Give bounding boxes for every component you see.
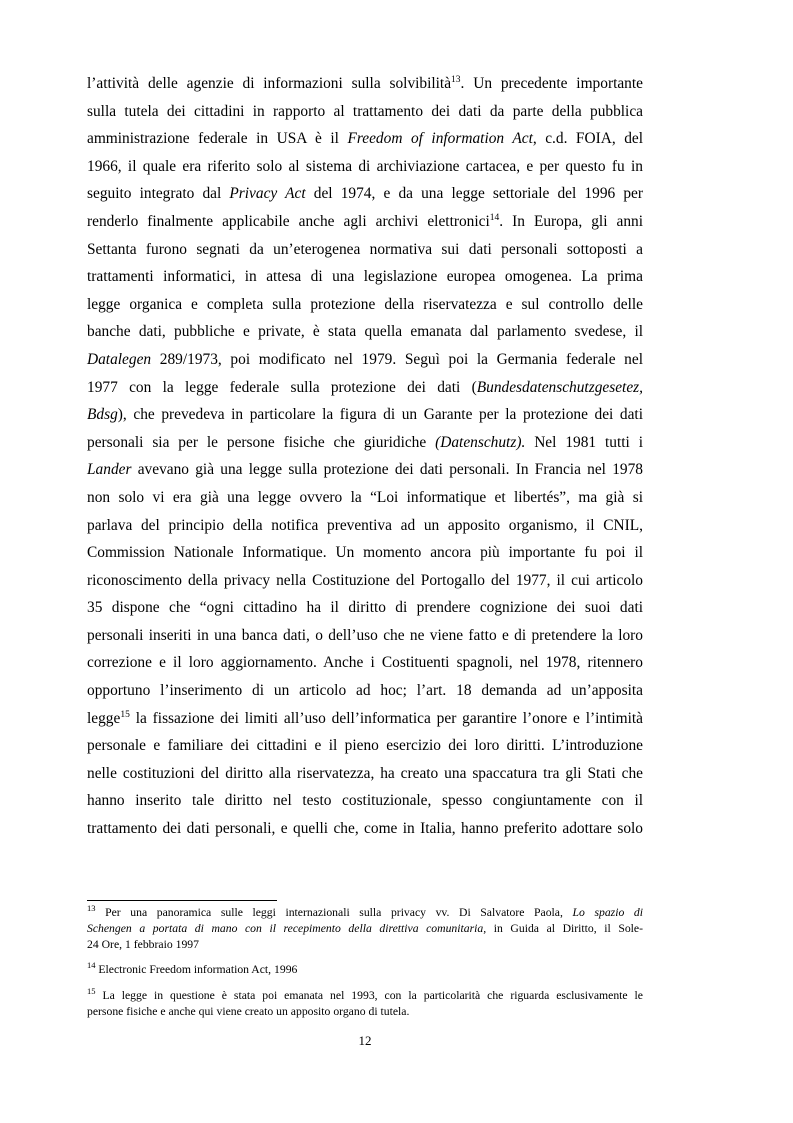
footnote-line: [87, 937, 643, 953]
text-run: banche dati, pubbliche e private, è stata quella emanata dal parlamento svedese, il: [87, 323, 643, 341]
footnote-13: [87, 905, 643, 952]
text-run: 35 dispone che “ogni cittadino ha il diritto di prendere cognizione dei suoi dati: [87, 599, 643, 617]
footnote-14: [87, 962, 643, 978]
body-text: [87, 70, 643, 843]
text-line: [87, 429, 643, 457]
footnote-line: [87, 905, 643, 921]
text-line: [87, 622, 643, 650]
text-run: riconoscimento della privacy nella Costituzione del Portogallo del 1977, il cui articolo: [87, 571, 643, 589]
text-run: trattamento dei dati personali, e quelli che, come in Italia, hanno preferito adottare solo: [87, 820, 643, 838]
text-run: non solo vi era già una legge ovvero la “Loi informatique et libertés”, ma già si: [87, 488, 643, 506]
text-run: amministrazione federale in USA è il: [87, 130, 348, 148]
text-line: [87, 346, 643, 374]
text-run: del 1974, e da una legge settoriale del 1996 per: [305, 185, 643, 203]
text-run: 289/1973, poi modificato nel 1979. Seguì poi la Germania federale nel: [151, 350, 643, 368]
text-line: [87, 677, 643, 705]
text-line: [87, 374, 643, 402]
text-run: Per una panoramica sulle leggi internazionali sulla privacy vv. Di Salvatore Paola,: [95, 906, 573, 919]
italic-text: Datalegen: [87, 350, 152, 368]
text-line: [87, 815, 643, 843]
footnote-reference: 14: [87, 960, 96, 971]
text-run: 24 Ore, 1 febbraio 1997: [87, 937, 199, 951]
text-run: Nel 1981 tutti i: [525, 433, 643, 451]
footnote-reference: 15: [87, 986, 96, 997]
text-run: nelle costituzioni del diritto alla riservatezza, ha creato una spaccatura tra gli Stati che: [87, 764, 643, 782]
text-line: [87, 98, 643, 126]
text-run: 1966, il quale era riferito solo al sistema di archiviazione cartacea, e per questo fu in: [87, 157, 643, 175]
text-run: correzione e il loro aggiornamento. Anche i Costituenti spagnoli, nel 1978, ritennero: [87, 654, 643, 672]
text-run: personali sia per le persone fisiche che giuridiche: [87, 433, 436, 451]
italic-text: Lander: [87, 461, 132, 479]
text-line: [87, 263, 643, 291]
text-run: parlava del principio della notifica preventiva ad un apposito organismo, il CNIL,: [87, 516, 643, 534]
footnote-line: [87, 988, 643, 1004]
italic-text: Privacy Act: [229, 185, 306, 203]
text-run: sulla tutela dei cittadini in rapporto al trattamento dei dati da parte della pubblica: [87, 102, 643, 120]
text-run: persone fisiche e anche qui viene creato un apposito organo di tutela.: [87, 1004, 410, 1018]
footnote-line: [87, 921, 643, 937]
italic-text: Bundesdatenschutzgesetez,: [476, 378, 643, 396]
text-run: opportuno l’inserimento di un articolo ad hoc; l’art. 18 demanda ad un’apposita: [87, 682, 643, 700]
text-line: [87, 705, 643, 733]
footnote-reference: 13: [87, 903, 96, 913]
text-run: legge organica e completa sulla protezione della riservatezza e sul controllo delle: [87, 295, 643, 313]
text-line: [87, 70, 643, 98]
italic-text: Lo spazio di: [572, 906, 644, 919]
text-line: [87, 153, 643, 181]
italic-text: Bdsg: [87, 406, 118, 424]
italic-text: (Datenschutz).: [435, 433, 526, 451]
text-line: [87, 594, 643, 622]
text-run: la fissazione dei limiti all’uso dell’informatica per garantire l’onore e l’intimità: [129, 709, 643, 727]
text-run: . In Europa, gli anni: [499, 212, 643, 230]
footnote-line: [87, 1004, 643, 1020]
footnote-reference: 14: [489, 212, 500, 223]
text-line: [87, 456, 643, 484]
text-run: personale e familiare dei cittadini e il pieno esercizio dei loro diritti. L’introduzione: [87, 737, 643, 755]
text-run: in Guida al Diritto, il Sole-: [486, 921, 643, 935]
text-run: La legge in questione è stata poi emanata nel 1993, con la particolarità che riguarda esclusivamente le: [95, 989, 643, 1003]
italic-text: Freedom of information Act: [347, 130, 533, 148]
text-line: [87, 539, 643, 567]
text-run: Commission Nationale Informatique. Un momento ancora più importante fu poi il: [87, 544, 643, 562]
text-run: 1977 con la legge federale sulla protezione dei dati (: [87, 378, 477, 396]
text-run: legge: [87, 709, 121, 727]
text-run: seguito integrato dal: [87, 185, 230, 203]
text-line: [87, 760, 643, 788]
text-line: [87, 787, 643, 815]
text-run: avevano già una legge sulla protezione dei dati personali. In Francia nel 1978: [131, 461, 643, 479]
text-line: [87, 512, 643, 540]
footnote-reference: 15: [120, 709, 130, 720]
text-run: ), che prevedeva in particolare la figura di un Garante per la protezione dei dati: [117, 406, 643, 424]
text-line: [87, 291, 643, 319]
text-run: Electronic Freedom information Act, 1996: [95, 963, 298, 977]
text-run: l’attività delle agenzie di informazioni sulla solvibilità: [87, 75, 452, 92]
text-line: [87, 484, 643, 512]
text-run: renderlo finalmente applicabile anche agli archivi elettronici: [87, 212, 490, 230]
footnote-separator: [87, 900, 277, 901]
footnotes: [87, 905, 643, 1030]
text-run: Settanta furono segnati da un’eterogenea normativa sui dati personali sottoposti a: [87, 240, 643, 258]
text-line: [87, 125, 643, 153]
footnote-15: [87, 988, 643, 1020]
text-line: [87, 649, 643, 677]
text-run: trattamenti informatici, in attesa di una legislazione europea omogenea. La prima: [87, 268, 643, 286]
text-line: [87, 208, 643, 236]
footnote-reference: 13: [451, 75, 461, 85]
text-line: [87, 732, 643, 760]
footnote-line: [87, 962, 643, 978]
text-run: . Un precedente importante: [460, 75, 643, 92]
page-number: 12: [358, 1033, 372, 1048]
text-line: [87, 236, 643, 264]
text-run: personali inseriti in una banca dati, o dell’uso che ne viene fatto e di pretendere la loro: [87, 626, 643, 644]
text-run: hanno inserito tale diritto nel testo costituzionale, spesso congiuntamente con il: [87, 792, 643, 810]
italic-text: Schengen a portata di mano con il recepimento della direttiva comunitaria,: [87, 921, 487, 935]
text-line: [87, 567, 643, 595]
text-line: [87, 401, 643, 429]
text-line: [87, 318, 643, 346]
text-run: , c.d. FOIA, del: [532, 130, 643, 148]
text-line: [87, 180, 643, 208]
